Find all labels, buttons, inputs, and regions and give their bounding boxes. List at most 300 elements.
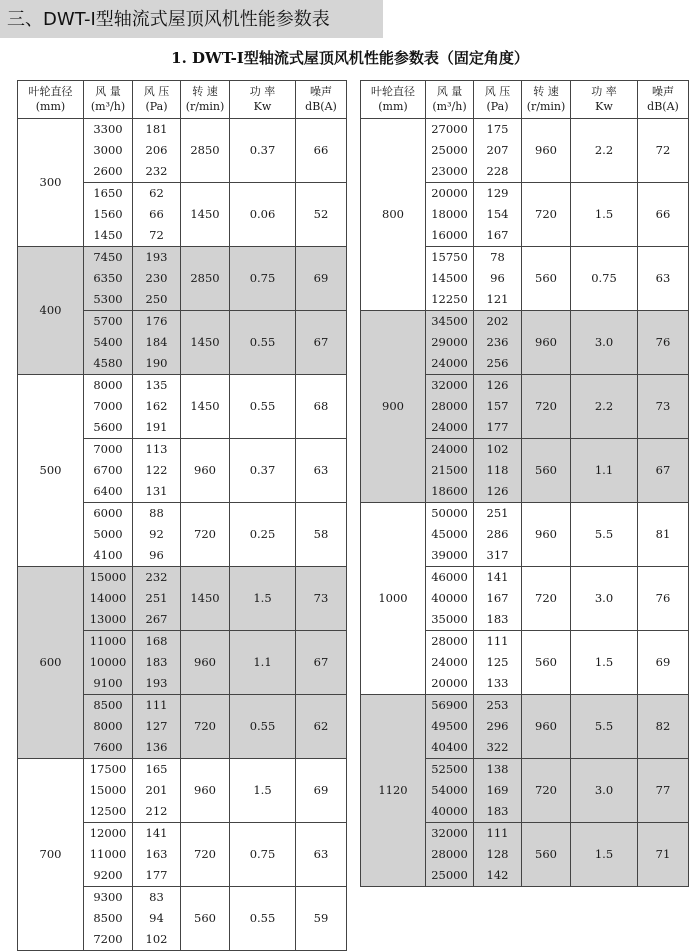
pressure-value: 111 xyxy=(486,634,509,648)
pressure-cell xyxy=(474,119,522,183)
power-cell: 0.37 xyxy=(230,439,296,503)
flow-cell xyxy=(426,759,474,823)
header-pressure-line: 风 压 xyxy=(484,85,511,99)
flow-value: 7450 xyxy=(93,250,123,264)
pressure-value: 183 xyxy=(486,612,509,626)
header-pressure-line: (Pa) xyxy=(145,99,168,113)
pressure-value: 191 xyxy=(145,420,168,434)
flow-value: 5700 xyxy=(93,314,123,328)
pressure-value: 168 xyxy=(145,634,168,648)
pressure-cell-values xyxy=(133,631,180,694)
flow-value: 10000 xyxy=(89,655,127,669)
speed-cell: 2850 xyxy=(181,119,230,183)
pressure-value: 317 xyxy=(486,548,509,562)
pressure-value: 138 xyxy=(486,762,509,776)
noise-cell: 69 xyxy=(296,759,347,823)
speed-cell: 720 xyxy=(181,823,230,887)
pressure-value: 141 xyxy=(486,570,509,584)
pressure-value: 96 xyxy=(490,271,505,285)
pressure-value: 201 xyxy=(145,783,168,797)
flow-value: 20000 xyxy=(431,186,468,200)
flow-cell xyxy=(84,439,133,503)
power-cell: 0.25 xyxy=(230,503,296,567)
flow-cell-values xyxy=(84,631,132,694)
header-pressure-line: 风 压 xyxy=(143,85,170,99)
pressure-cell-values xyxy=(133,567,180,630)
pressure-cell-values xyxy=(474,759,521,822)
flow-value: 15000 xyxy=(89,570,127,584)
pressure-value: 133 xyxy=(486,676,509,690)
pressure-cell-values xyxy=(133,695,180,758)
pressure-cell xyxy=(133,695,181,759)
pressure-value: 92 xyxy=(149,527,164,541)
noise-cell: 58 xyxy=(296,503,347,567)
flow-cell-values xyxy=(84,311,132,374)
pressure-value: 256 xyxy=(486,356,509,370)
flow-value: 6400 xyxy=(93,484,123,498)
flow-value: 20000 xyxy=(431,676,468,690)
flow-cell-values xyxy=(426,183,473,246)
flow-value: 21500 xyxy=(431,463,468,477)
flow-value: 2600 xyxy=(93,164,123,178)
header-speed-line: (r/min) xyxy=(185,99,225,113)
table-row xyxy=(18,247,347,311)
pressure-value: 177 xyxy=(145,868,168,882)
power-cell: 2.2 xyxy=(571,375,638,439)
flow-cell-values xyxy=(426,503,473,566)
flow-value: 5000 xyxy=(93,527,123,541)
flow-value: 8500 xyxy=(93,911,123,925)
pressure-value: 250 xyxy=(145,292,168,306)
flow-value: 7200 xyxy=(93,932,123,946)
flow-value: 27000 xyxy=(431,122,468,136)
flow-cell-values xyxy=(84,887,132,950)
flow-value: 40000 xyxy=(431,591,468,605)
pressure-cell xyxy=(474,631,522,695)
pressure-value: 83 xyxy=(149,890,164,904)
flow-value: 18600 xyxy=(431,484,468,498)
flow-cell-values xyxy=(84,183,132,246)
pressure-cell xyxy=(133,567,181,631)
flow-cell xyxy=(84,375,133,439)
pressure-cell-values xyxy=(474,119,521,182)
flow-cell-values xyxy=(84,439,132,502)
flow-value: 3300 xyxy=(93,122,123,136)
performance-table-right xyxy=(360,80,689,887)
power-cell: 0.75 xyxy=(230,823,296,887)
pressure-value: 136 xyxy=(145,740,168,754)
pressure-value: 141 xyxy=(145,826,168,840)
flow-value: 5600 xyxy=(93,420,123,434)
flow-cell-values xyxy=(426,247,473,310)
flow-value: 12500 xyxy=(89,804,127,818)
flow-value: 32000 xyxy=(431,826,468,840)
pressure-value: 88 xyxy=(149,506,164,520)
flow-value: 52500 xyxy=(431,762,468,776)
flow-value: 18000 xyxy=(431,207,468,221)
flow-value: 7000 xyxy=(93,399,123,413)
pressure-value: 236 xyxy=(486,335,509,349)
flow-value: 11000 xyxy=(89,847,127,861)
pressure-value: 121 xyxy=(486,292,509,306)
pressure-cell-values xyxy=(133,183,180,246)
flow-value: 15750 xyxy=(431,250,468,264)
pressure-value: 122 xyxy=(145,463,168,477)
pressure-cell-values xyxy=(133,247,180,310)
flow-value: 56900 xyxy=(431,698,468,712)
pressure-cell xyxy=(474,311,522,375)
header-pressure xyxy=(474,81,522,119)
speed-cell: 720 xyxy=(522,375,571,439)
flow-cell xyxy=(426,119,474,183)
noise-cell: 77 xyxy=(638,759,689,823)
pressure-value: 202 xyxy=(486,314,509,328)
flow-cell-values xyxy=(84,247,132,310)
pressure-cell-values xyxy=(474,311,521,374)
flow-cell-values xyxy=(84,695,132,758)
pressure-value: 131 xyxy=(145,484,168,498)
pressure-value: 286 xyxy=(486,527,509,541)
pressure-value: 157 xyxy=(486,399,509,413)
pressure-value: 128 xyxy=(486,847,509,861)
flow-cell xyxy=(84,247,133,311)
flow-value: 6000 xyxy=(93,506,123,520)
pressure-cell-values xyxy=(474,439,521,502)
pressure-value: 183 xyxy=(486,804,509,818)
flow-value: 29000 xyxy=(431,335,468,349)
header-row xyxy=(18,81,347,119)
header-speed xyxy=(522,81,571,119)
header-power-line: Kw xyxy=(595,99,613,113)
pressure-value: 167 xyxy=(486,228,509,242)
noise-cell: 69 xyxy=(638,631,689,695)
table-title: 1. DWT-Ⅰ型轴流式屋顶风机性能参数表（固定角度） xyxy=(171,49,529,67)
flow-value: 34500 xyxy=(431,314,468,328)
power-cell: 5.5 xyxy=(571,503,638,567)
flow-cell xyxy=(426,375,474,439)
pressure-cell-values xyxy=(474,183,521,246)
power-cell: 2.2 xyxy=(571,119,638,183)
noise-cell: 67 xyxy=(296,311,347,375)
pressure-value: 207 xyxy=(486,143,509,157)
flow-value: 40000 xyxy=(431,804,468,818)
flow-value: 8500 xyxy=(93,698,123,712)
flow-value: 32000 xyxy=(431,378,468,392)
speed-cell: 720 xyxy=(522,759,571,823)
pressure-value: 142 xyxy=(486,868,509,882)
pressure-value: 190 xyxy=(145,356,168,370)
header-flow xyxy=(84,81,133,119)
flow-cell-values xyxy=(426,759,473,822)
flow-value: 8000 xyxy=(93,378,123,392)
flow-value: 4580 xyxy=(93,356,123,370)
power-cell: 3.0 xyxy=(571,567,638,631)
pressure-value: 62 xyxy=(149,186,164,200)
header-speed-line: (r/min) xyxy=(526,99,566,113)
header-noise xyxy=(638,81,689,119)
flow-value: 28000 xyxy=(431,399,468,413)
pressure-value: 154 xyxy=(486,207,509,221)
power-cell: 1.5 xyxy=(230,567,296,631)
flow-cell-values xyxy=(426,567,473,630)
pressure-value: 193 xyxy=(145,250,168,264)
diameter-cell: 500 xyxy=(18,375,84,567)
header-noise-line: 噪声 xyxy=(310,85,332,99)
header-diameter-line: (mm) xyxy=(35,99,66,113)
power-cell: 1.5 xyxy=(571,183,638,247)
pressure-cell-values xyxy=(133,375,180,438)
speed-cell: 1450 xyxy=(181,311,230,375)
flow-value: 5400 xyxy=(93,335,123,349)
power-cell: 1.1 xyxy=(571,439,638,503)
flow-cell xyxy=(426,567,474,631)
flow-cell xyxy=(84,503,133,567)
header-power-line: Kw xyxy=(253,99,272,113)
pressure-cell xyxy=(133,183,181,247)
header-diameter xyxy=(18,81,84,119)
flow-value: 14500 xyxy=(431,271,468,285)
flow-value: 1650 xyxy=(93,186,123,200)
power-cell: 0.55 xyxy=(230,311,296,375)
flow-cell xyxy=(84,311,133,375)
flow-value: 17500 xyxy=(89,762,127,776)
pressure-cell-values xyxy=(474,503,521,566)
pressure-cell-values xyxy=(474,247,521,310)
pressure-value: 165 xyxy=(145,762,168,776)
pressure-cell xyxy=(133,375,181,439)
flow-value: 4100 xyxy=(93,548,123,562)
flow-value: 39000 xyxy=(431,548,468,562)
speed-cell: 960 xyxy=(522,311,571,375)
pressure-cell xyxy=(133,503,181,567)
noise-cell: 66 xyxy=(638,183,689,247)
pressure-cell xyxy=(133,311,181,375)
pressure-value: 78 xyxy=(490,250,505,264)
pressure-cell xyxy=(474,823,522,887)
power-cell: 1.5 xyxy=(571,631,638,695)
pressure-cell-values xyxy=(474,823,521,886)
noise-cell: 76 xyxy=(638,567,689,631)
header-noise-line: 噪声 xyxy=(652,85,674,99)
pressure-cell xyxy=(474,759,522,823)
pressure-value: 322 xyxy=(486,740,509,754)
speed-cell: 720 xyxy=(181,503,230,567)
noise-cell: 66 xyxy=(296,119,347,183)
flow-value: 35000 xyxy=(431,612,468,626)
speed-cell: 560 xyxy=(181,887,230,951)
speed-cell: 960 xyxy=(181,759,230,823)
table-row xyxy=(18,567,347,631)
flow-value: 3000 xyxy=(93,143,123,157)
diameter-cell: 900 xyxy=(361,311,426,503)
pressure-cell xyxy=(133,887,181,951)
noise-cell: 73 xyxy=(296,567,347,631)
flow-cell-values xyxy=(426,695,473,758)
power-cell: 1.1 xyxy=(230,631,296,695)
pressure-cell xyxy=(474,695,522,759)
speed-cell: 960 xyxy=(522,695,571,759)
pressure-value: 102 xyxy=(145,932,168,946)
noise-cell: 63 xyxy=(296,823,347,887)
table-row xyxy=(18,119,347,183)
pressure-value: 118 xyxy=(486,463,509,477)
flow-value: 54000 xyxy=(431,783,468,797)
flow-cell xyxy=(84,759,133,823)
flow-value: 13000 xyxy=(89,612,127,626)
table-row xyxy=(361,503,689,567)
header-pressure xyxy=(133,81,181,119)
header-diameter-line: 叶轮直径 xyxy=(371,85,415,99)
flow-cell xyxy=(84,567,133,631)
flow-cell-values xyxy=(84,759,132,822)
flow-cell xyxy=(426,439,474,503)
flow-value: 45000 xyxy=(431,527,468,541)
power-cell: 0.06 xyxy=(230,183,296,247)
flow-value: 49500 xyxy=(431,719,468,733)
noise-cell: 63 xyxy=(296,439,347,503)
pressure-value: 193 xyxy=(145,676,168,690)
speed-cell: 960 xyxy=(181,631,230,695)
pressure-value: 72 xyxy=(149,228,164,242)
pressure-cell xyxy=(474,183,522,247)
pressure-cell xyxy=(474,503,522,567)
flow-value: 9100 xyxy=(93,676,123,690)
pressure-cell xyxy=(133,119,181,183)
flow-value: 11000 xyxy=(89,634,127,648)
pressure-cell-values xyxy=(133,759,180,822)
section-heading xyxy=(0,0,383,38)
pressure-cell xyxy=(133,439,181,503)
noise-cell: 82 xyxy=(638,695,689,759)
pressure-value: 177 xyxy=(486,420,509,434)
pressure-cell xyxy=(133,823,181,887)
speed-cell: 1450 xyxy=(181,375,230,439)
pressure-value: 111 xyxy=(486,826,509,840)
speed-cell: 560 xyxy=(522,823,571,887)
header-row xyxy=(361,81,689,119)
power-cell: 3.0 xyxy=(571,311,638,375)
flow-cell xyxy=(426,503,474,567)
power-cell: 0.55 xyxy=(230,695,296,759)
flow-cell xyxy=(426,183,474,247)
diameter-cell: 300 xyxy=(18,119,84,247)
pressure-cell xyxy=(133,631,181,695)
pressure-value: 66 xyxy=(149,207,164,221)
speed-cell: 960 xyxy=(181,439,230,503)
noise-cell: 68 xyxy=(296,375,347,439)
pressure-value: 212 xyxy=(145,804,168,818)
flow-cell xyxy=(84,695,133,759)
pressure-value: 162 xyxy=(145,399,168,413)
pressure-cell xyxy=(133,247,181,311)
diameter-cell: 1120 xyxy=(361,695,426,887)
pressure-value: 251 xyxy=(486,506,509,520)
flow-cell-values xyxy=(426,439,473,502)
table-row xyxy=(361,311,689,375)
power-cell: 0.75 xyxy=(571,247,638,311)
noise-cell: 62 xyxy=(296,695,347,759)
pressure-cell-values xyxy=(133,503,180,566)
header-flow-line: 风 量 xyxy=(436,85,463,99)
pressure-cell-values xyxy=(133,119,180,182)
diameter-cell: 800 xyxy=(361,119,426,311)
pressure-value: 94 xyxy=(149,911,164,925)
flow-value: 9200 xyxy=(93,868,123,882)
table-row xyxy=(18,759,347,823)
flow-value: 24000 xyxy=(431,356,468,370)
header-power xyxy=(230,81,296,119)
flow-cell-values xyxy=(84,375,132,438)
flow-cell xyxy=(84,119,133,183)
header-noise-line: dB(A) xyxy=(305,99,337,113)
table-row xyxy=(361,695,689,759)
pressure-cell xyxy=(474,247,522,311)
pressure-value: 228 xyxy=(486,164,509,178)
header-diameter-line: (mm) xyxy=(378,99,408,113)
pressure-value: 296 xyxy=(486,719,509,733)
speed-cell: 720 xyxy=(522,183,571,247)
header-power xyxy=(571,81,638,119)
header-flow xyxy=(426,81,474,119)
pressure-value: 125 xyxy=(486,655,509,669)
flow-value: 15000 xyxy=(89,783,127,797)
flow-cell xyxy=(84,823,133,887)
pressure-cell-values xyxy=(474,695,521,758)
pressure-value: 253 xyxy=(486,698,509,712)
header-speed-line: 转 速 xyxy=(192,85,218,99)
flow-value: 12000 xyxy=(89,826,127,840)
diameter-cell: 700 xyxy=(18,759,84,951)
flow-value: 8000 xyxy=(93,719,123,733)
noise-cell: 67 xyxy=(638,439,689,503)
pressure-value: 232 xyxy=(145,570,168,584)
flow-value: 14000 xyxy=(89,591,127,605)
flow-value: 1450 xyxy=(93,228,123,242)
flow-cell xyxy=(84,183,133,247)
flow-value: 25000 xyxy=(431,143,468,157)
table-row xyxy=(361,119,689,183)
noise-cell: 73 xyxy=(638,375,689,439)
flow-cell-values xyxy=(426,631,473,694)
power-cell: 0.75 xyxy=(230,247,296,311)
power-cell: 3.0 xyxy=(571,759,638,823)
speed-cell: 960 xyxy=(522,503,571,567)
speed-cell: 560 xyxy=(522,247,571,311)
pressure-cell-values xyxy=(474,375,521,438)
noise-cell: 52 xyxy=(296,183,347,247)
speed-cell: 1450 xyxy=(181,567,230,631)
speed-cell: 2850 xyxy=(181,247,230,311)
flow-cell xyxy=(426,247,474,311)
noise-cell: 63 xyxy=(638,247,689,311)
flow-value: 40400 xyxy=(431,740,468,754)
pressure-cell xyxy=(133,759,181,823)
flow-value: 25000 xyxy=(431,868,468,882)
pressure-value: 163 xyxy=(145,847,168,861)
noise-cell: 69 xyxy=(296,247,347,311)
pressure-value: 167 xyxy=(486,591,509,605)
flow-cell-values xyxy=(426,375,473,438)
pressure-value: 232 xyxy=(145,164,168,178)
pressure-value: 183 xyxy=(145,655,168,669)
flow-value: 7000 xyxy=(93,442,123,456)
pressure-value: 111 xyxy=(145,698,168,712)
diameter-cell: 400 xyxy=(18,247,84,375)
pressure-value: 176 xyxy=(145,314,168,328)
header-power-line: 功 率 xyxy=(249,85,276,99)
pressure-value: 102 xyxy=(486,442,509,456)
diameter-cell: 1000 xyxy=(361,503,426,695)
